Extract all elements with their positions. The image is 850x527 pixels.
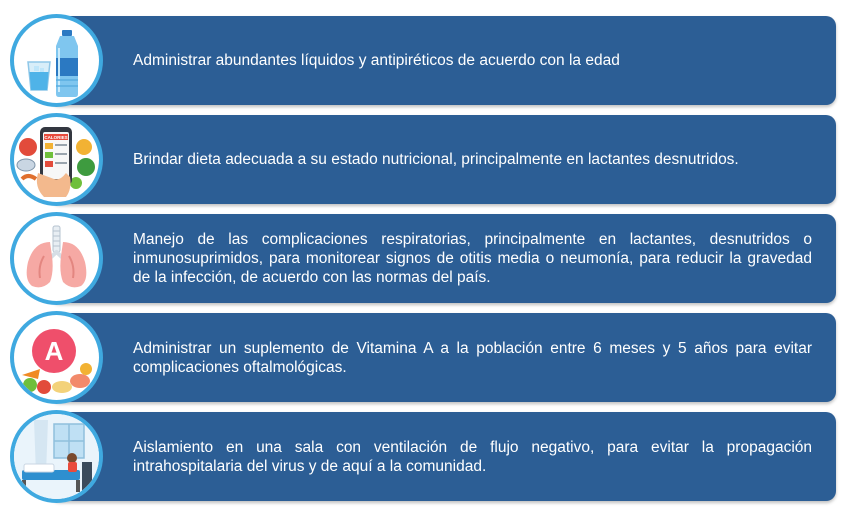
item-text: Aislamiento en una sala con ventilación de flujo negativo, para evitar la propagación intrahospitalaria del virus y de aquí a la comunidad.	[133, 438, 812, 475]
list-item	[10, 212, 836, 305]
icon-badge	[10, 14, 103, 107]
hospital-room-icon	[14, 414, 99, 499]
list-item	[10, 410, 836, 503]
phone-screen-label: CALORIES	[44, 135, 68, 140]
icon-badge	[10, 212, 103, 305]
phone-calories-food-icon	[14, 117, 99, 202]
lungs-icon	[14, 216, 99, 301]
icon-badge	[10, 311, 103, 404]
list-item	[10, 14, 836, 107]
list-item	[10, 311, 836, 404]
item-text: Manejo de las complicaciones respiratorias, principalmente en lactantes, desnutridos o inmunosuprimidos, para monitorear signos de otitis media o neumonía, para reducir la gravedad de la infección, de acuerdo con las normas del país.	[133, 231, 812, 286]
icon-badge	[10, 410, 103, 503]
vitamin-letter: A	[44, 336, 64, 366]
vitamin-a-food-icon	[14, 315, 99, 400]
icon-badge	[10, 113, 103, 206]
water-bottle-glass-icon	[14, 18, 99, 103]
item-text: Brindar dieta adecuada a su estado nutricional, principalmente en lactantes desnutridos.	[133, 151, 739, 168]
item-text: Administrar abundantes líquidos y antipiréticos de acuerdo con la edad	[133, 52, 620, 69]
item-text: Administrar un suplemento de Vitamina A a la población entre 6 meses y 5 años para evitar complicaciones oftalmológicas.	[133, 339, 812, 376]
list-item	[10, 113, 836, 206]
